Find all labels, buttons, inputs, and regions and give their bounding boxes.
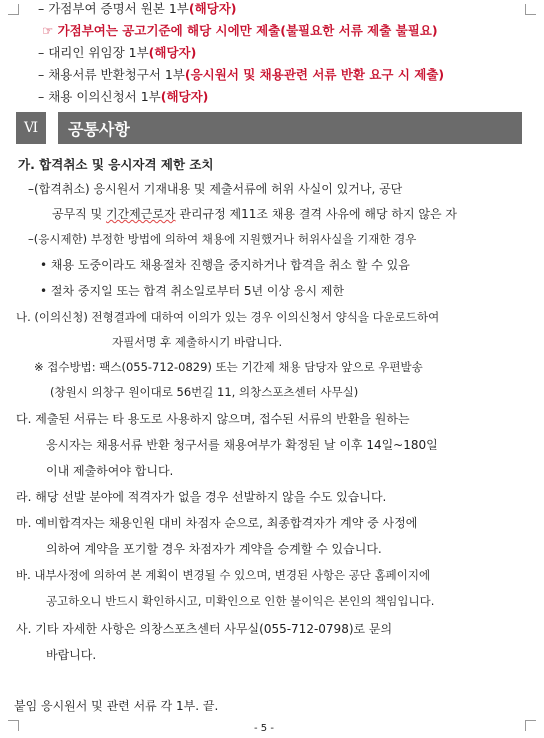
corner-mark-top-left xyxy=(8,4,19,15)
item-ma-line: 의하여 계약을 포기할 경우 차점자가 계약을 승계할 수 있습니다. xyxy=(46,542,382,556)
pointing-hand-icon: ☞ xyxy=(42,23,54,38)
section-number: Ⅵ xyxy=(16,112,46,144)
item-da-line: 이내 제출하여야 합니다. xyxy=(46,464,174,478)
item-ra-line: 라. 해당 선발 분야에 적격자가 없을 경우 선발하지 않을 수도 있습니다. xyxy=(16,490,387,504)
section-title: 공통사항 xyxy=(58,112,522,144)
note-line: (창원시 의창구 원이대로 56번길 11, 의창스포츠센터 사무실) xyxy=(50,385,359,399)
list-item-notice: ☞ 가점부여는 공고기준에 해당 시에만 제출(불필요한 서류 제출 불필요) xyxy=(42,23,438,38)
page-number: - 5 - xyxy=(254,723,274,734)
item-na-line: 나. (이의신청) 전형결과에 대하여 이의가 있는 경우 이의신청서 양식을 다운로드하여 xyxy=(16,310,440,324)
list-item: – 가점부여 증명서 원본 1부(해당자) xyxy=(38,1,237,16)
corner-mark-bottom-right xyxy=(525,720,536,731)
item-ga-line: –(응시제한) 부정한 방법에 의하여 채용에 지원했거나 허위사실을 기재한 경우 xyxy=(28,232,417,246)
item-ba-line: 바. 내부사정에 의하여 본 계획이 변경될 수 있으며, 변경된 사항은 공단 홈페이지에 xyxy=(16,568,431,582)
item-ga-bullet: • 채용 도중이라도 채용절차 진행을 중지하거나 합격을 취소 할 수 있음 xyxy=(40,258,410,272)
item-na-line: 자필서명 후 제출하시기 바랍니다. xyxy=(112,335,283,349)
item-ga-line: –(합격취소) 응시원서 기재내용 및 제출서류에 허위 사실이 있거나, 공단 xyxy=(28,182,403,196)
note-line: ※ 접수방법: 팩스(055-712-0829) 또는 기간제 채용 담당자 앞으로 우편발송 xyxy=(34,360,423,374)
item-ga-bullet: • 절차 중지일 또는 합격 취소일로부터 5년 이상 응시 제한 xyxy=(40,284,345,298)
item-da-line: 다. 제출된 서류는 타 용도로 사용하지 않으며, 접수된 서류의 반환을 원하는 xyxy=(16,412,410,426)
list-item: – 채용 이의신청서 1부(해당자) xyxy=(38,89,209,104)
list-item: – 채용서류 반환청구서 1부(응시원서 및 채용관련 서류 반환 요구 시 제출) xyxy=(38,67,445,82)
item-ba-line: 공고하오니 반드시 확인하시고, 미확인으로 인한 불이익은 본인의 책임입니다. xyxy=(46,594,435,608)
item-ga-line: 공무직 및 기간제근로자 관리규정 제11조 채용 결격 사유에 해당 하지 않은 자 xyxy=(52,207,458,221)
item-da-line: 응시자는 채용서류 반환 청구서를 채용여부가 확정된 날 이후 14일~180일 xyxy=(46,438,438,452)
item-sa-line: 사. 기타 자세한 사항은 의창스포츠센터 사무실(055-712-0798)로 문의 xyxy=(16,622,393,636)
item-ma-line: 마. 예비합격자는 채용인원 대비 차점자 순으로, 최종합격자가 계약 중 사정에 xyxy=(16,516,418,530)
section-header xyxy=(16,112,522,144)
item-ga-title: 가. 합격취소 및 응시자격 제한 조치 xyxy=(18,157,214,172)
corner-mark-top-right xyxy=(525,4,536,15)
corner-mark-bottom-left xyxy=(8,720,19,731)
item-sa-line: 바랍니다. xyxy=(46,648,97,662)
list-item: – 대리인 위임장 1부(해당자) xyxy=(38,45,197,60)
attachment-line: 붙임 응시원서 및 관련 서류 각 1부. 끝. xyxy=(14,699,219,713)
